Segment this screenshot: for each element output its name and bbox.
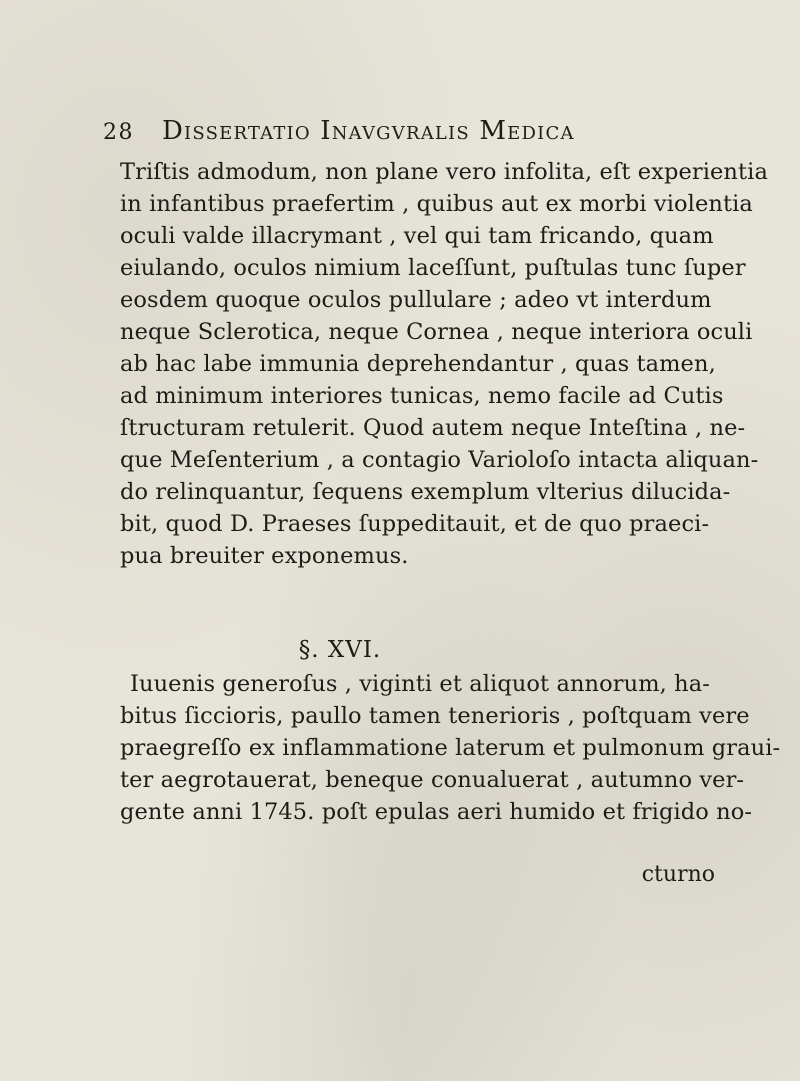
paragraph-2 — [110, 668, 781, 828]
text-line: do relinquantur, ſequens exemplum vlterius dilucida- — [120, 479, 731, 505]
text-line: bitus ſiccioris, paullo tamen tenerioris , poſtquam vere — [120, 703, 750, 729]
text-line: ter aegrotauerat, beneque conualuerat , autumno ver- — [120, 767, 745, 793]
text-line: oculi valde illacrymant , vel qui tam fricando, quam — [120, 223, 714, 249]
text-line: bit, quod D. Praeses ſuppeditauit, et de quo praeci- — [120, 511, 710, 537]
text-line: pua breuiter exponemus. — [120, 543, 409, 569]
text-line: eosdem quoque oculos pullulare ; adeo vt interdum — [120, 287, 712, 313]
catchword: cturno — [641, 862, 715, 887]
section-heading — [0, 637, 800, 663]
text-line: ſtructuram retulerit. Quod autem neque Inteſtina , ne- — [120, 415, 746, 441]
text-line: in infantibus praefertim , quibus aut ex morbi violentia — [120, 191, 753, 217]
page-header — [103, 116, 743, 156]
running-title: Dissertatio Inavgvralis Medica — [162, 116, 575, 146]
text-line: que Meſenterium , a contagio Varioloſo intacta aliquan- — [120, 447, 759, 473]
paragraph-1 — [110, 156, 768, 572]
text-line: ad minimum interiores tunicas, nemo facile ad Cutis — [120, 383, 724, 409]
text-line: praegreſſo ex inflammatione laterum et pulmonum graui- — [120, 735, 781, 761]
text-line: ab hac labe immunia deprehendantur , quas tamen, — [120, 351, 716, 377]
section-number: §. XVI. — [298, 637, 382, 663]
text-line: Triſtis admodum, non plane vero infolita, eſt experientia — [120, 159, 768, 185]
text-line: neque Sclerotica, neque Cornea , neque interiora oculi — [120, 319, 753, 345]
text-line: eiulando, oculos nimium laceſſunt, puſtulas tunc ſuper — [120, 255, 746, 281]
text-line: Iuuenis generoſus , viginti et aliquot annorum, ha- — [130, 671, 710, 697]
text-line: gente anni 1745. poſt epulas aeri humido et frigido no- — [120, 799, 753, 825]
page-number: 28 — [103, 120, 134, 145]
